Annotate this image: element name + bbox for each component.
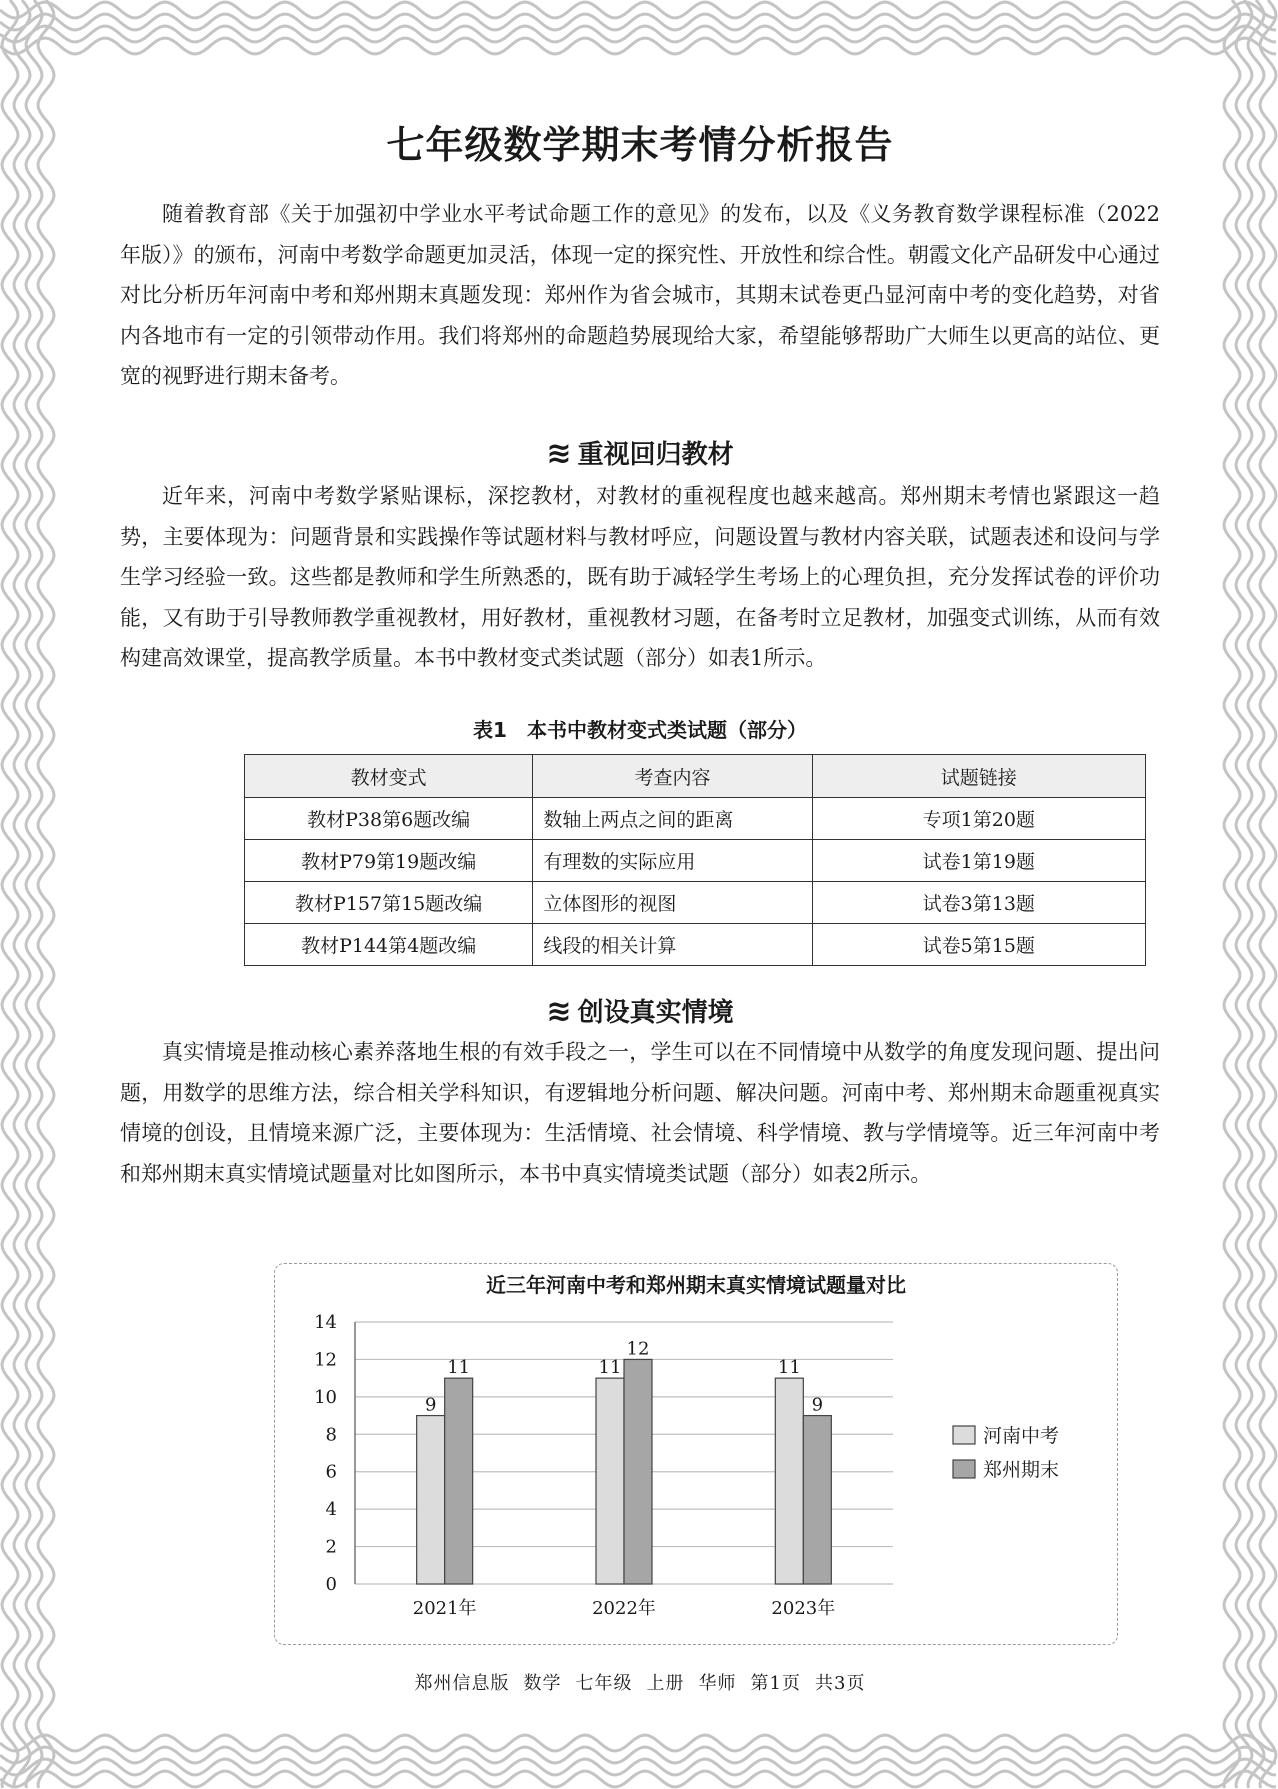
section-heading-real-context bbox=[92, 992, 1188, 1029]
table-caption: 表1 本书中教材变式类试题（部分） bbox=[473, 718, 807, 742]
y-tick-label: 14 bbox=[314, 1312, 337, 1333]
table-header-cell: 考查内容 bbox=[533, 755, 812, 798]
footer-page: 第1页 bbox=[750, 1673, 801, 1694]
table-cell: 专项1第20题 bbox=[812, 798, 1145, 840]
footer-edition: 郑州信息版 bbox=[414, 1673, 510, 1694]
page-content bbox=[92, 62, 1188, 1728]
border-wave-line bbox=[1224, 0, 1240, 1788]
legend-swatch bbox=[953, 1426, 975, 1444]
data-label: 12 bbox=[626, 1338, 650, 1360]
bar bbox=[803, 1416, 831, 1584]
footer-publisher: 华师 bbox=[698, 1673, 737, 1694]
y-tick-label: 4 bbox=[325, 1499, 337, 1521]
table-row bbox=[245, 798, 1146, 840]
bar bbox=[775, 1378, 803, 1584]
table-cell: 教材P157第15题改编 bbox=[245, 882, 533, 924]
table-cell: 数轴上两点之间的距离 bbox=[533, 798, 812, 840]
x-tick-label: 2021年 bbox=[412, 1598, 477, 1619]
border-wave-line bbox=[2, 0, 18, 1788]
y-tick-label: 2 bbox=[325, 1536, 337, 1558]
textbook-variant-table bbox=[244, 754, 1146, 966]
table-cell: 教材P79第19题改编 bbox=[245, 840, 533, 882]
section-title: 重视回归教材 bbox=[577, 440, 734, 470]
table-cell: 立体图形的视图 bbox=[533, 882, 812, 924]
wave-icon: ≋ bbox=[546, 994, 572, 1029]
table-header-cell: 试题链接 bbox=[812, 755, 1145, 798]
chart-container bbox=[274, 1263, 1118, 1645]
x-tick-label: 2022年 bbox=[592, 1598, 656, 1619]
y-tick-label: 10 bbox=[314, 1386, 337, 1408]
bar-chart bbox=[275, 1264, 1117, 1644]
legend-label: 河南中考 bbox=[983, 1425, 1060, 1447]
table-header-row bbox=[245, 755, 1146, 798]
table-row bbox=[245, 882, 1146, 924]
section-title: 创设真实情境 bbox=[577, 998, 734, 1028]
chart-title: 近三年河南中考和郑州期末真实情境试题量对比 bbox=[486, 1273, 906, 1297]
data-label: 11 bbox=[598, 1357, 622, 1379]
legend-swatch bbox=[953, 1460, 975, 1478]
wave-icon: ≋ bbox=[546, 436, 572, 471]
table-cell: 教材P38第6题改编 bbox=[245, 798, 533, 840]
page-title: 七年级数学期末考情分析报告 bbox=[386, 123, 894, 167]
y-tick-label: 0 bbox=[325, 1574, 337, 1595]
section2-paragraph: 真实情境是推动核心素养落地生根的有效手段之一，学生可以在不同情境中从数学的角度发现问题、提出问题，用数学的思维方法，综合相关学科知识，有逻辑地分析问题、解决问题。河南中考、郑州期末命题重视真实情境的创设，且情境来源广泛，主要体现为：生活情境、社会情境、科学情境、教与学情境等。近三年河南中考和郑州期末真实情境试题量对比如图所示，本书中真实情境类试题（部分）如表2所示。 bbox=[120, 1040, 1160, 1186]
table-header-cell: 教材变式 bbox=[245, 755, 533, 798]
footer-volume: 上册 bbox=[646, 1673, 685, 1694]
table-cell: 线段的相关计算 bbox=[533, 924, 812, 966]
intro-paragraph: 随着教育部《关于加强初中学业水平考试命题工作的意见》的发布，以及《义务教育数学课程标准（2022年版）》的颁布，河南中考数学命题更加灵活，体现一定的探究性、开放性和综合性。朝霞文化产品研发中心通过对比分析历年河南中考和郑州期末真题发现：郑州作为省会城市，其期末试卷更凸显河南中考的变化趋势，对省内各地市有一定的引领带动作用。我们将郑州的命题趋势展现给大家，希望能够帮助广大师生以更高的站位、更宽的视野进行期末备考。 bbox=[120, 202, 1160, 388]
section-heading-textbook bbox=[92, 434, 1188, 471]
table-row bbox=[245, 840, 1146, 882]
bar bbox=[596, 1378, 624, 1584]
data-label: 11 bbox=[777, 1357, 801, 1379]
y-tick-label: 8 bbox=[325, 1424, 337, 1446]
y-tick-label: 6 bbox=[325, 1461, 337, 1483]
bar bbox=[624, 1359, 652, 1584]
table-cell: 试卷3第13题 bbox=[812, 882, 1145, 924]
data-label: 9 bbox=[424, 1394, 437, 1416]
bar bbox=[445, 1378, 473, 1584]
y-tick-label: 12 bbox=[314, 1349, 337, 1371]
data-label: 9 bbox=[811, 1394, 824, 1416]
legend-label: 郑州期末 bbox=[983, 1459, 1060, 1481]
table-cell: 试卷1第19题 bbox=[812, 840, 1145, 882]
bar bbox=[417, 1416, 445, 1584]
page-footer bbox=[92, 1669, 1188, 1695]
footer-grade: 七年级 bbox=[575, 1673, 633, 1694]
table-cell: 有理数的实际应用 bbox=[533, 840, 812, 882]
table-cell: 试卷5第15题 bbox=[812, 924, 1145, 966]
footer-total: 共3页 bbox=[815, 1673, 866, 1694]
x-tick-label: 2023年 bbox=[771, 1598, 836, 1619]
table-cell: 教材P144第4题改编 bbox=[245, 924, 533, 966]
footer-subject: 数学 bbox=[523, 1673, 562, 1694]
table-row bbox=[245, 924, 1146, 966]
data-label: 11 bbox=[447, 1357, 471, 1379]
section1-paragraph: 近年来，河南中考数学紧贴课标，深挖教材，对教材的重视程度也越来越高。郑州期末考情也紧跟这一趋势，主要体现为：问题背景和实践操作等试题材料与教材呼应，问题设置与教材内容关联，试题表述和设问与学生学习经验一致。这些都是教师和学生所熟悉的，既有助于减轻学生考场上的心理负担，充分发挥试卷的评价功能，又有助于引导教师教学重视教材，用好教材，重视教材习题，在备考时立足教材，加强变式训练，从而有效构建高效课堂，提高教学质量。本书中教材变式类试题（部分）如表1所示。 bbox=[120, 484, 1160, 670]
